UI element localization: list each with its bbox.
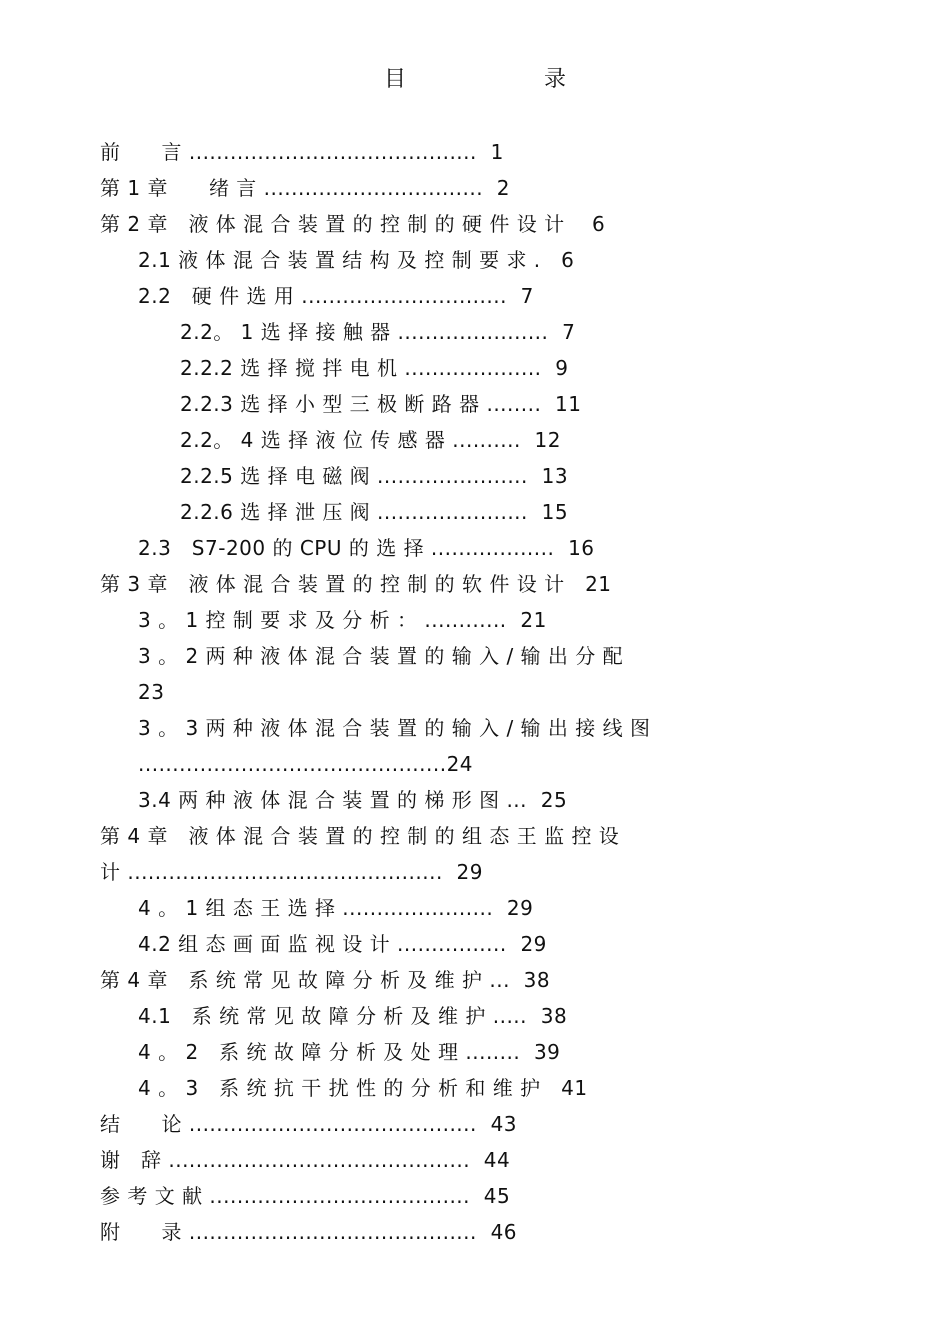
toc-entry-2-2-5[interactable]: 2.2.5 选 择 电 磁 阀 ...................... 13: [180, 464, 569, 488]
toc-entry-chapter-2[interactable]: 第 2 章 液 体 混 合 装 置 的 控 制 的 硬 件 设 计 6: [100, 212, 606, 236]
toc-entry-chapter-3[interactable]: 第 3 章 液 体 混 合 装 置 的 控 制 的 软 件 设 计 21: [100, 572, 612, 596]
page-title: 目 录: [383, 67, 624, 92]
toc-entry-4-2[interactable]: 4.2 组 态 画 面 监 视 设 计 ................ 29: [138, 932, 547, 956]
toc-entry-preface[interactable]: 前 言 .......................................... 1: [100, 140, 504, 164]
toc-entry-4b-1[interactable]: 4.1 系 统 常 见 故 障 分 析 及 维 护 ..... 38: [138, 1004, 568, 1028]
toc-entry-4b-3[interactable]: 4 。 3 系 统 抗 干 扰 性 的 分 析 和 维 护 41: [138, 1076, 588, 1100]
toc-entry-2-1[interactable]: 2.1 液 体 混 合 装 置 结 构 及 控 制 要 求 . 6: [138, 248, 575, 272]
toc-entry-references[interactable]: 参 考 文 献 ...................................... 45: [100, 1184, 511, 1208]
toc-entry-3-3[interactable]: 3 。 3 两 种 液 体 混 合 装 置 的 输 入 / 输 出 接 线 图: [138, 716, 651, 740]
toc-entry-2-2-4[interactable]: 2.2。 4 选 择 液 位 传 感 器 .......... 12: [180, 428, 561, 452]
toc-entry-3-1[interactable]: 3 。 1 控 制 要 求 及 分 析 ： ............ 21: [138, 608, 547, 632]
toc-entry-2-2-2[interactable]: 2.2.2 选 择 搅 拌 电 机 .................... 9: [180, 356, 569, 380]
toc-entry-acknowledgement[interactable]: 谢 辞 ............................................ 44: [100, 1148, 511, 1172]
table-of-contents: [100, 134, 890, 1250]
toc-entry-2-3[interactable]: 2.3 S7-200 的 CPU 的 选 择 .................. 16: [138, 536, 595, 560]
toc-entry-4b-2[interactable]: 4 。 2 系 统 故 障 分 析 及 处 理 ........ 39: [138, 1040, 561, 1064]
toc-entry-4-1[interactable]: 4 。 1 组 态 王 选 择 ...................... 29: [138, 896, 534, 920]
toc-entry-3-3-page: .............................................24: [138, 752, 474, 776]
toc-entry-2-2[interactable]: 2.2 硬 件 选 用 .............................. 7: [138, 284, 534, 308]
toc-entry-chapter-1[interactable]: 第 1 章 绪 言 ................................ 2: [100, 176, 511, 200]
toc-entry-2-2-6[interactable]: 2.2.6 选 择 泄 压 阀 ...................... 15: [180, 500, 569, 524]
toc-entry-3-2[interactable]: 3 。 2 两 种 液 体 混 合 装 置 的 输 入 / 输 出 分 配: [138, 644, 624, 668]
toc-entry-appendix[interactable]: 附 录 .......................................... 46: [100, 1220, 518, 1244]
toc-entry-chapter-4[interactable]: 第 4 章 液 体 混 合 装 置 的 控 制 的 组 态 王 监 控 设: [100, 824, 620, 848]
toc-entry-2-2-3[interactable]: 2.2.3 选 择 小 型 三 极 断 路 器 ........ 11: [180, 392, 582, 416]
toc-entry-2-2-1[interactable]: 2.2。 1 选 择 接 触 器 ...................... 7: [180, 320, 576, 344]
toc-entry-3-2-page: 23: [138, 680, 165, 704]
toc-entry-3-4[interactable]: 3.4 两 种 液 体 混 合 装 置 的 梯 形 图 ... 25: [138, 788, 568, 812]
toc-entry-chapter-4-page: 计 .............................................. 29: [100, 860, 483, 884]
toc-entry-conclusion[interactable]: 结 论 .......................................... 43: [100, 1112, 518, 1136]
toc-entry-chapter-4b[interactable]: 第 4 章 系 统 常 见 故 障 分 析 及 维 护 ... 38: [100, 968, 551, 992]
